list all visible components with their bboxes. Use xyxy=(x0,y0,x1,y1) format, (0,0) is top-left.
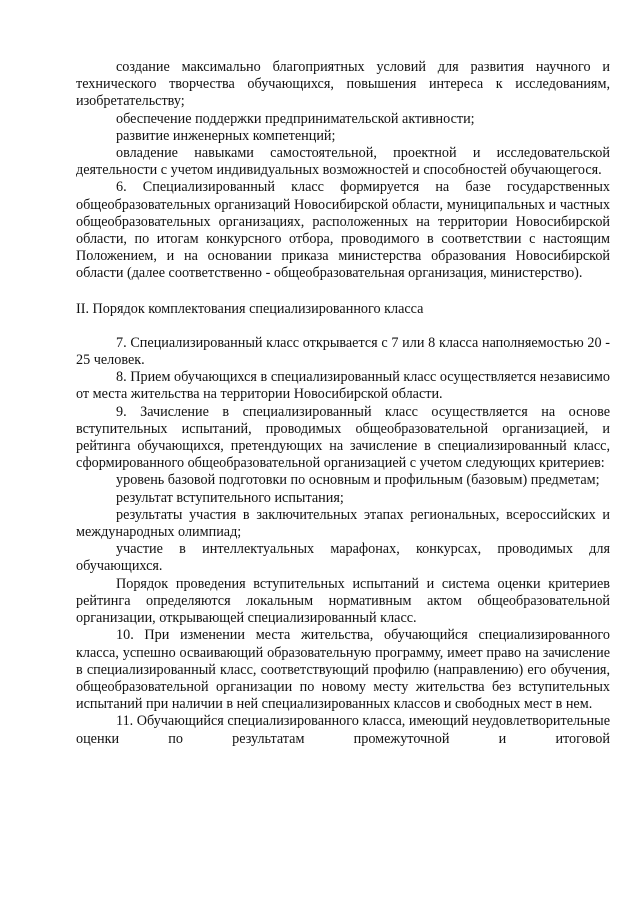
criterion-marathons: участие в интеллектуальных марафонах, конкурсах, проводимых для обучающихся. xyxy=(76,541,610,575)
paragraph-goal-creativity: создание максимально благоприятных условий для развития научного и технического творчества обучающихся, повышения интереса к исследованиям, изобретательству; xyxy=(76,59,610,110)
paragraph-rating-procedure: Порядок проведения вступительных испытаний и система оценки критериев рейтинга определяются локальным нормативным актом общеобразовательной организации, открывающей специализированный класс. xyxy=(76,575,610,627)
criterion-entrance-test: результат вступительного испытания; xyxy=(116,489,344,506)
paragraph-item-6: 6. Специализированный класс формируется на базе государственных общеобразовательных организаций Новосибирской области, муниципальных и частных общеобразовательных организациях, расположенных на территории Новосибирской области, по итогам конкурсного отбора, проводимого в соответствии с настоящим Положением, и на основании приказа министерства образования Новосибирской области (далее соответственно - общеобразовательная организация, министерство). xyxy=(76,179,610,282)
paragraph-goal-engineering: развитие инженерных компетенций; xyxy=(116,127,336,144)
document-page xyxy=(76,59,610,748)
paragraph-item-10: 10. При изменении места жительства, обучающийся специализированного класса, успешно осваивающий образовательную программу, имеет право на зачисление в специализированный класс, соответствующий профилю (направлению) его обучения, общеобразовательной организации по новому месту жительства без вступительных испытаний при наличии в ней специализированных классов и свободных мест в нем. xyxy=(76,627,610,713)
paragraph-item-11: 11. Обучающийся специализированного класса, имеющий неудовлетворительные оценки по результатам промежуточной и итоговой xyxy=(76,713,610,747)
criterion-base-level: уровень базовой подготовки по основным и профильным (базовым) предметам; xyxy=(116,472,600,489)
paragraph-item-9: 9. Зачисление в специализированный класс осуществляется на основе вступительных испытаний, проводимых общеобразовательной организацией, и рейтинга обучающихся, претендующих на зачисление в специализированный класс, сформированного общеобразовательной организацией с учетом следующих критериев: xyxy=(76,403,610,472)
paragraph-goal-skills: овладение навыками самостоятельной, проектной и исследовательской деятельности с учетом индивидуальных возможностей и способностей обучающегося. xyxy=(76,145,610,179)
criterion-olympiads: результаты участия в заключительных этапах региональных, всероссийских и международных олимпиад; xyxy=(76,506,610,541)
paragraph-goal-entrepreneurship: обеспечение поддержки предпринимательской активности; xyxy=(116,110,475,127)
paragraph-item-8: 8. Прием обучающихся в специализированный класс осуществляется независимо от места жительства на территории Новосибирской области. xyxy=(76,369,610,403)
section-heading: II. Порядок комплектования специализированного класса xyxy=(76,300,424,317)
paragraph-item-7: 7. Специализированный класс открывается с 7 или 8 класса наполняемостью 20 - 25 человек. xyxy=(76,334,610,369)
